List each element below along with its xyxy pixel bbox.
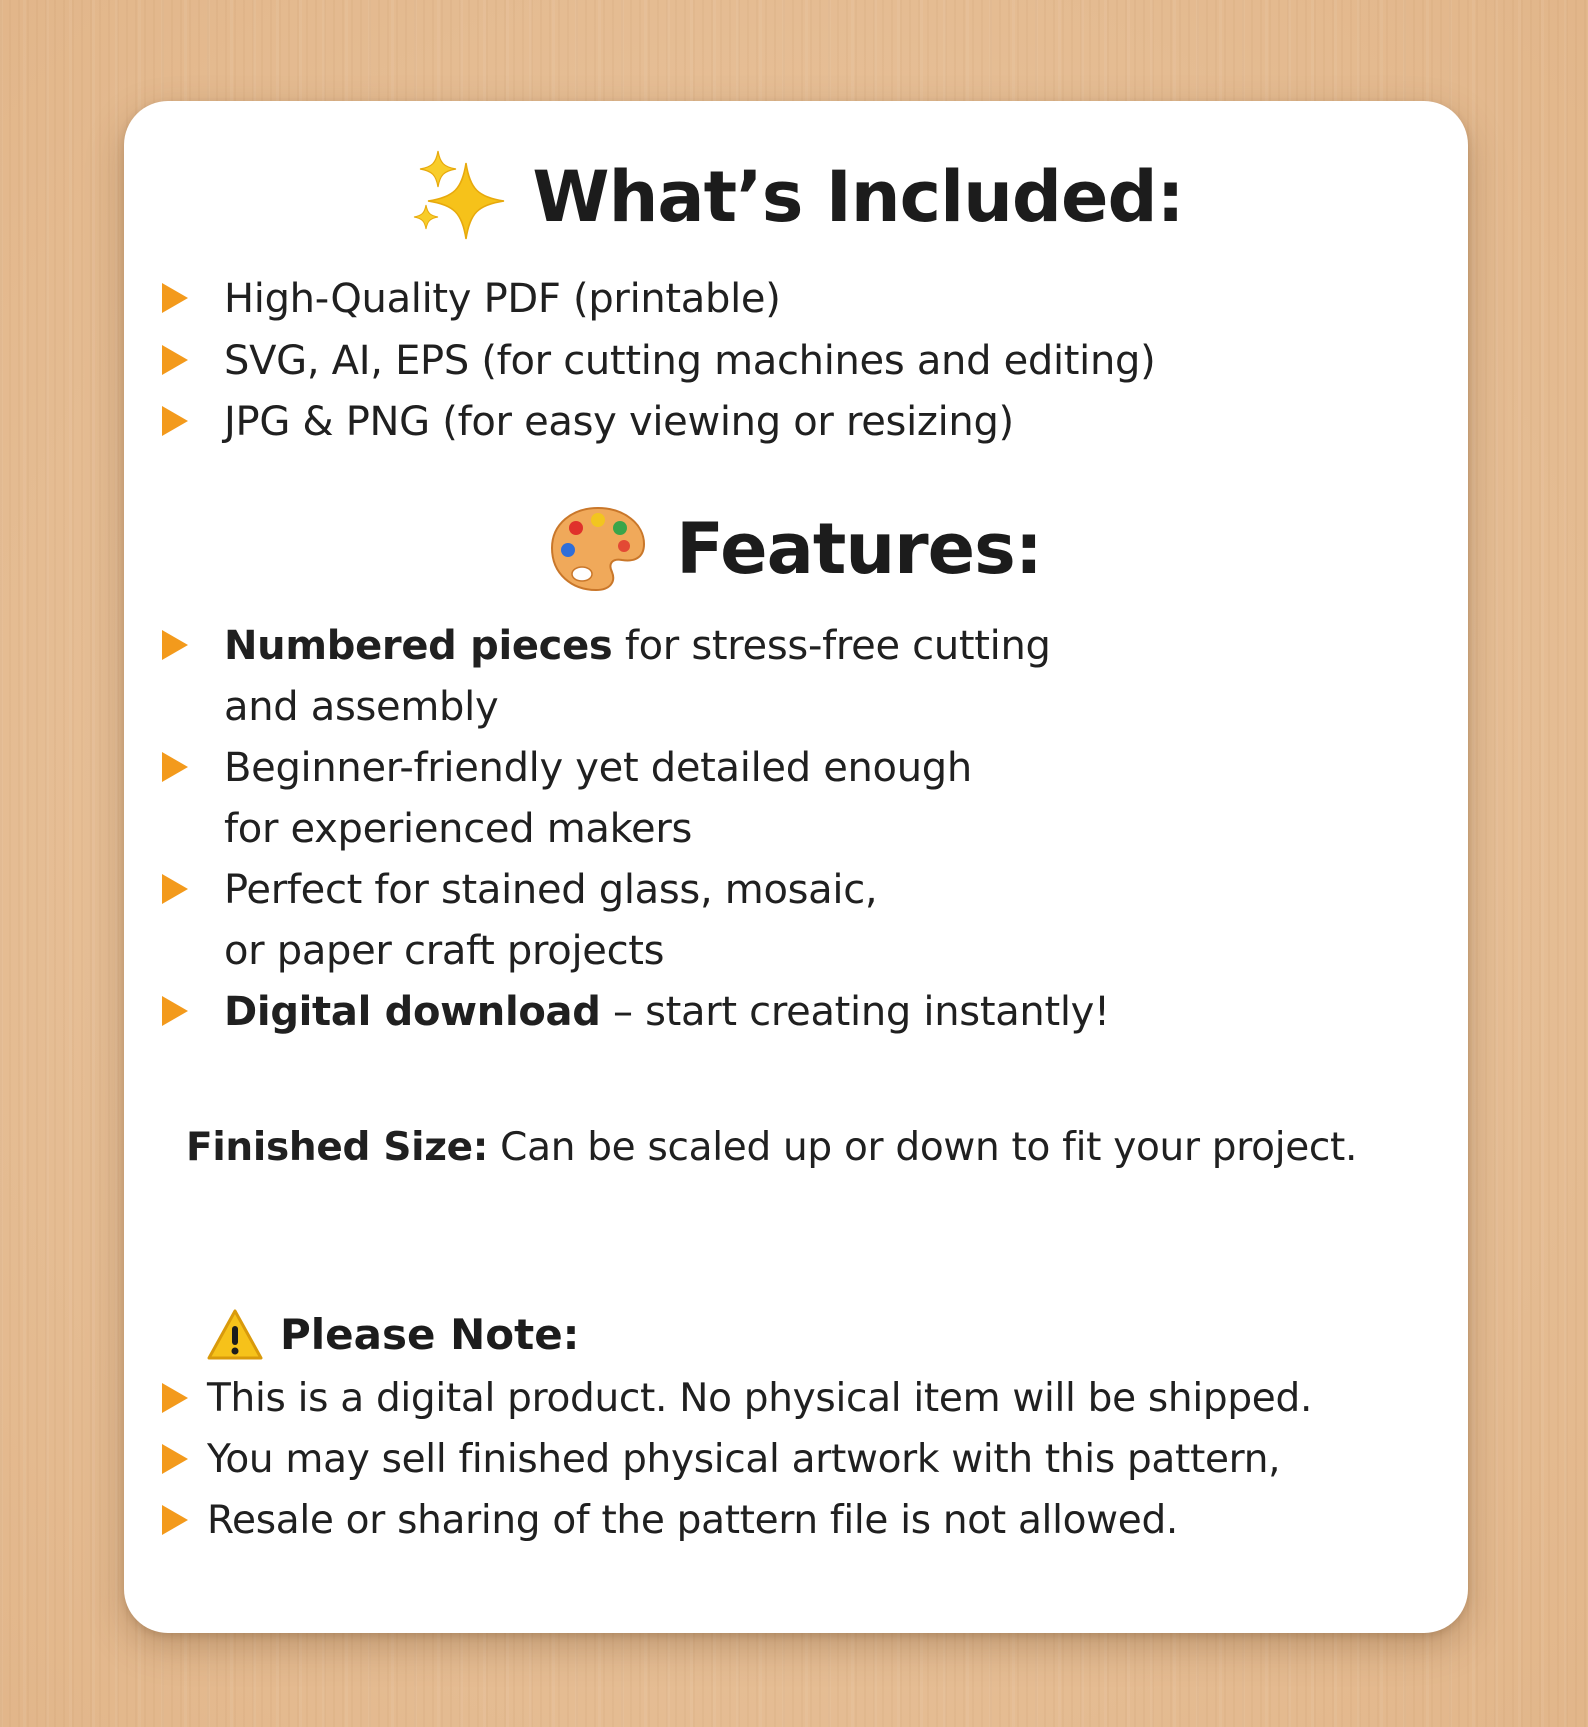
note-heading: Please Note: — [280, 1310, 580, 1359]
feature-item: Beginner-friendly yet detailed enough — [224, 745, 972, 791]
feature-item-continued: or paper craft projects — [224, 928, 665, 974]
warning-icon — [206, 1308, 264, 1362]
features-heading-row — [124, 499, 1468, 599]
orange-triangle-bullet-icon — [162, 630, 188, 660]
feature-bold: Digital download — [224, 989, 601, 1035]
included-item: SVG, AI, EPS (for cutting machines and editing) — [224, 338, 1156, 384]
finished-size-line — [186, 1125, 1358, 1170]
feature-text: for stress-free cutting — [612, 623, 1051, 669]
orange-triangle-bullet-icon — [162, 752, 188, 782]
finished-size-label: Finished Size: — [186, 1125, 489, 1170]
orange-triangle-bullet-icon — [162, 283, 188, 313]
finished-size-text: Can be scaled up or down to fit your project. — [488, 1125, 1358, 1170]
feature-item-continued: and assembly — [224, 684, 499, 730]
note-item: Resale or sharing of the pattern file is not allowed. — [207, 1498, 1179, 1543]
orange-triangle-bullet-icon — [162, 406, 188, 436]
orange-triangle-bullet-icon — [162, 345, 188, 375]
note-item: This is a digital product. No physical item will be shipped. — [207, 1376, 1313, 1421]
orange-triangle-bullet-icon — [162, 1383, 188, 1413]
included-item: High-Quality PDF (printable) — [224, 276, 781, 322]
orange-triangle-bullet-icon — [162, 1444, 188, 1474]
included-heading: What’s Included: — [532, 156, 1184, 238]
feature-item — [224, 623, 1051, 669]
features-heading: Features: — [676, 508, 1042, 590]
sparkles-icon — [408, 149, 508, 245]
feature-item: Perfect for stained glass, mosaic, — [224, 867, 878, 913]
orange-triangle-bullet-icon — [162, 996, 188, 1026]
note-heading-row — [206, 1305, 579, 1365]
feature-item-continued: for experienced makers — [224, 806, 693, 852]
feature-bold: Numbered pieces — [224, 623, 613, 669]
feature-text: – start creating instantly! — [600, 989, 1110, 1035]
orange-triangle-bullet-icon — [162, 874, 188, 904]
included-item: JPG & PNG (for easy viewing or resizing) — [224, 399, 1014, 445]
orange-triangle-bullet-icon — [162, 1505, 188, 1535]
included-heading-row — [124, 147, 1468, 247]
note-item: You may sell finished physical artwork with this pattern, — [207, 1437, 1281, 1482]
info-card — [124, 101, 1468, 1633]
feature-item — [224, 989, 1110, 1035]
artist-palette-icon — [550, 504, 646, 594]
